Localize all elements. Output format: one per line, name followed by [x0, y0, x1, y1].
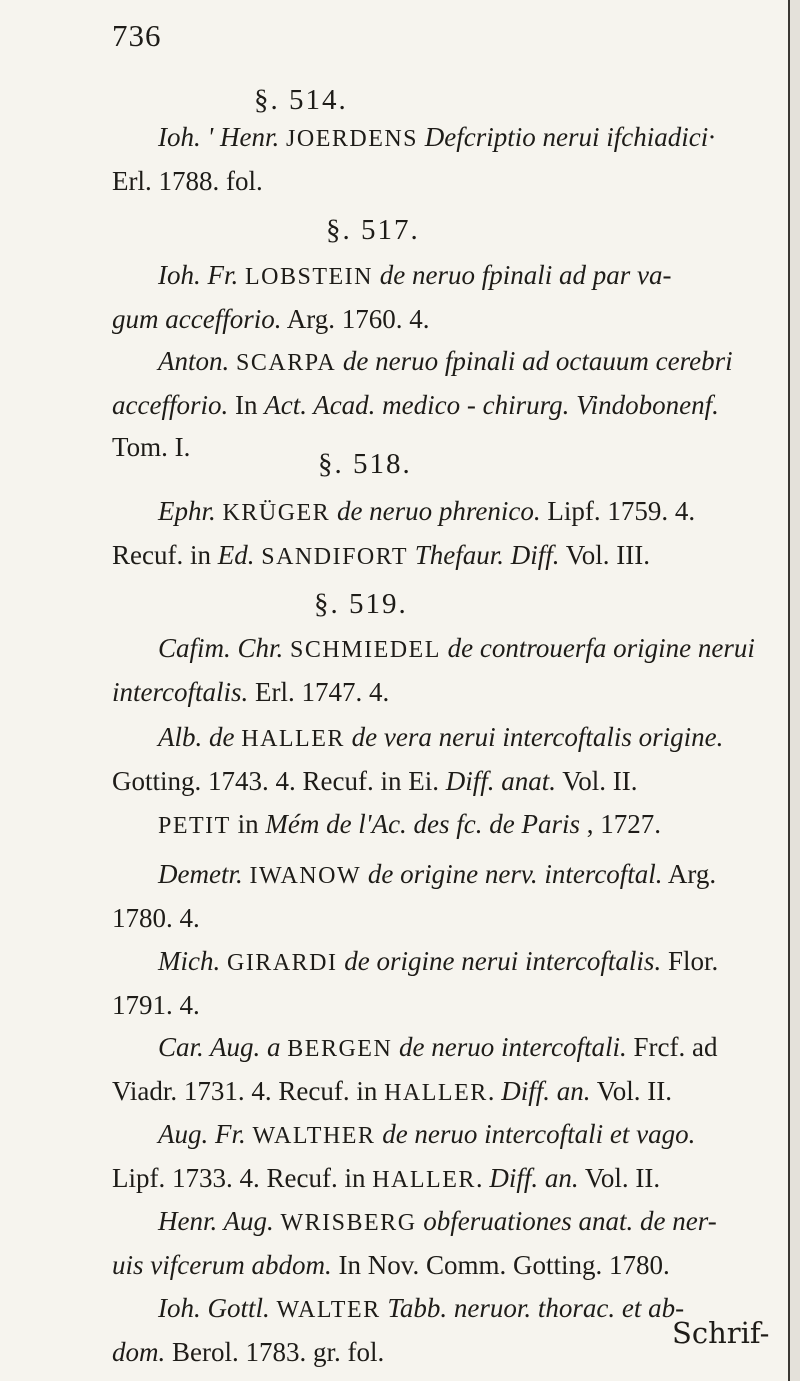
section-heading: §. 514. — [254, 84, 348, 116]
bibliography-entry — [112, 1200, 782, 1286]
entry-line — [112, 984, 782, 1026]
entry-line — [112, 1113, 782, 1157]
italic-text: Ephr. — [158, 496, 223, 526]
entry-line — [112, 160, 782, 202]
section-heading: §. 518. — [318, 448, 412, 480]
italic-text: Diff. an. — [489, 1163, 579, 1193]
author-name: HALLER — [372, 1167, 476, 1193]
plain-text: Vol. II. — [578, 1163, 661, 1193]
italic-text: Alb. de — [158, 722, 242, 752]
bibliography-entry — [112, 254, 782, 340]
entry-line — [112, 897, 782, 939]
plain-text: In Nov. Comm. Gotting. 1780. — [331, 1250, 670, 1280]
entry-line — [112, 426, 782, 468]
author-name: BERGEN — [287, 1036, 393, 1062]
plain-text: 1791. 4. — [112, 990, 200, 1020]
italic-text: Tabb. neruor. thorac. et ab- — [380, 1293, 685, 1323]
plain-text — [408, 540, 415, 570]
entry-line — [112, 1244, 782, 1286]
page-number: 736 — [112, 18, 162, 53]
italic-text: Car. Aug. a — [158, 1032, 288, 1062]
entry-line — [112, 116, 782, 160]
bibliography-entry — [112, 940, 782, 1026]
bibliography-entry — [112, 490, 782, 578]
entry-line — [112, 803, 782, 847]
italic-text: Anton. — [158, 346, 236, 376]
entry-line — [112, 1026, 782, 1070]
bibliography-entry — [112, 116, 782, 202]
italic-text: Mich. — [158, 946, 227, 976]
italic-text: Aug. Fr. — [158, 1119, 253, 1149]
author-name: WALTER — [276, 1297, 381, 1323]
entry-line — [112, 534, 782, 578]
plain-text: Flor. — [661, 946, 719, 976]
italic-text: Diff. an. — [501, 1076, 591, 1106]
plain-text: Berol. 1783. gr. fol. — [165, 1337, 385, 1367]
author-name: SCARPA — [236, 350, 337, 376]
plain-text: Viadr. 1731. 4. Recuf. in — [112, 1076, 385, 1106]
italic-text: de neruo fpinali ad par va- — [373, 260, 672, 290]
entry-line — [112, 490, 782, 534]
author-name: HALLER — [384, 1080, 488, 1106]
entry-line — [112, 1070, 782, 1114]
author-name: SCHMIEDEL — [290, 637, 441, 663]
italic-text: Mém de l'Ac. des fc. de Paris — [265, 809, 581, 839]
plain-text: 1780. 4. — [112, 903, 200, 933]
plain-text: Frcf. ad — [626, 1032, 718, 1062]
italic-text: de neruo fpinali ad octauum cerebri — [336, 346, 733, 376]
author-name: JOERDENS — [286, 126, 419, 152]
italic-text: de controuerfa origine nerui — [440, 633, 755, 663]
italic-text: Thefaur. Diff. — [414, 540, 560, 570]
italic-text: de neruo phrenico. — [330, 496, 541, 526]
entry-line — [112, 298, 782, 340]
italic-text: dom. — [112, 1337, 166, 1367]
italic-text: Ioh. Gottl. — [158, 1293, 277, 1323]
bibliography-entry — [112, 1026, 782, 1114]
plain-text: Vol. II. — [590, 1076, 673, 1106]
plain-text: Arg. 1760. 4. — [281, 304, 430, 334]
bibliography-entry — [112, 803, 782, 847]
italic-text: intercoftalis. — [112, 677, 249, 707]
entry-line — [112, 716, 782, 760]
entry-line — [112, 627, 782, 671]
section-heading: §. 519. — [314, 588, 408, 620]
author-name: LOBSTEIN — [245, 264, 373, 290]
italic-text: de vera nerui intercoftalis origine. — [344, 722, 724, 752]
author-name: PETIT — [158, 813, 231, 839]
entry-line — [112, 940, 782, 984]
author-name: IWANOW — [249, 863, 362, 889]
italic-text: accefforio. — [112, 390, 229, 420]
italic-text: Ed. — [217, 540, 255, 570]
plain-text: Tom. I. — [112, 432, 191, 462]
plain-text: . — [475, 1163, 490, 1193]
entry-line — [112, 671, 782, 713]
italic-text: de neruo intercoftali. — [392, 1032, 627, 1062]
entry-line — [112, 1200, 782, 1244]
italic-text: Henr. Aug. — [158, 1206, 281, 1236]
entry-line — [112, 340, 782, 384]
italic-text: Ioh. ' Henr. — [158, 122, 287, 152]
plain-text: Vol. II. — [555, 766, 638, 796]
italic-text: de origine nerv. intercoftal. — [361, 859, 663, 889]
entry-line — [112, 384, 782, 426]
entry-line — [112, 254, 782, 298]
author-name: HALLER — [241, 726, 345, 752]
bibliography-entry — [112, 340, 782, 468]
italic-text: Act. Acad. medico - chirurg. Vindobonenf. — [264, 390, 719, 420]
italic-text: de origine nerui intercoftalis. — [337, 946, 662, 976]
author-name: WRISBERG — [280, 1210, 417, 1236]
bibliography-entry — [112, 853, 782, 939]
author-name: GIRARDI — [226, 950, 338, 976]
bibliography-entry — [112, 627, 782, 713]
entry-line — [112, 853, 782, 897]
italic-text: obferuationes anat. de ner- — [416, 1206, 717, 1236]
plain-text: Erl. 1788. fol. — [112, 166, 263, 196]
plain-text: . — [487, 1076, 502, 1106]
catchword: Schrif- — [672, 1316, 770, 1350]
plain-text — [418, 122, 425, 152]
plain-text: Recuf. in — [112, 540, 218, 570]
plain-text: Arg. — [662, 859, 717, 889]
italic-text: Cafim. Chr. — [158, 633, 291, 663]
section-heading: §. 517. — [326, 214, 420, 246]
italic-text: Defcriptio nerui ifchiadici· — [424, 122, 715, 152]
italic-text: Ioh. Fr. — [158, 260, 245, 290]
italic-text: uis vifcerum abdom. — [112, 1250, 332, 1280]
page-edge-shadow — [790, 0, 800, 1381]
author-name: SANDIFORT — [261, 544, 408, 570]
plain-text: Erl. 1747. 4. — [248, 677, 390, 707]
bibliography-entry — [112, 1113, 782, 1201]
bibliography-entry — [112, 716, 782, 802]
italic-text: de neruo intercoftali et vago. — [375, 1119, 696, 1149]
entry-line — [112, 1157, 782, 1201]
plain-text: , 1727. — [580, 809, 662, 839]
plain-text: Vol. III. — [559, 540, 651, 570]
plain-text: Lipf. 1733. 4. Recuf. in — [112, 1163, 373, 1193]
plain-text: Lipf. 1759. 4. — [540, 496, 696, 526]
entry-line — [112, 760, 782, 802]
plain-text: Gotting. 1743. 4. Recuf. in Ei. — [112, 766, 446, 796]
italic-text: Diff. anat. — [445, 766, 556, 796]
italic-text: gum accefforio. — [112, 304, 282, 334]
plain-text: In — [228, 390, 265, 420]
author-name: KRÜGER — [222, 500, 331, 526]
plain-text: in — [230, 809, 266, 839]
italic-text: Demetr. — [158, 859, 250, 889]
author-name: WALTHER — [252, 1123, 376, 1149]
